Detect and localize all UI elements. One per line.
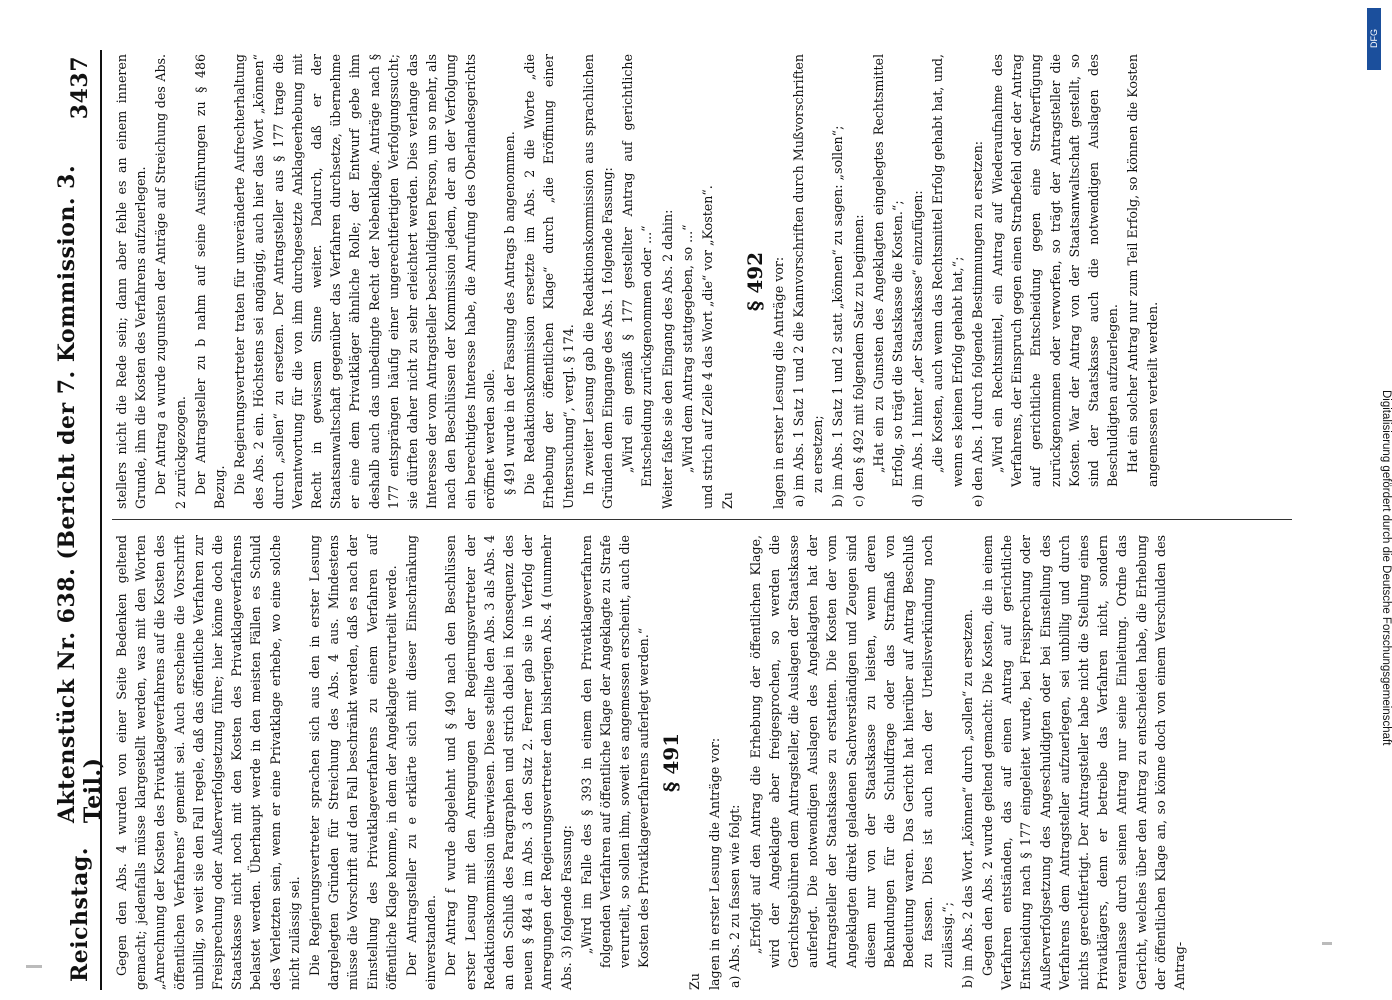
rotated-page-content: [54, 50, 1320, 990]
paragraph: Gegen den Abs. 4 wurden von einer Seite Bedenken geltend gemacht; jedenfalls müsse klargestellt werden, was mit den Worten „Anrechnung der Kosten des Privatklageverfahrens auf die Kosten des öffentlichen Verfahrens“ gemeint sei. Auch erscheine die Vorschrift unbillig, so weit sie den Fall regele, daß das öffentliche Verfahren zur Freisprechung oder Außerverfolgsetzung führe; hier könne doch die Staatskasse nicht noch mit den Kosten des Privatklageverfahrens belastet werden. Überhaupt werde in den meisten Fällen es Schuld des Verletzten sein, wenn er eine Privatklage erhebe, wo eine solche nicht zulässig sei.: [114, 535, 302, 990]
quoted-text: „Wird dem Antrag stattgegeben, so ...“: [679, 224, 695, 473]
paragraph: lagen in erster Lesung die Anträge vor:: [707, 737, 723, 990]
paragraph: Zu: [686, 973, 702, 990]
scan-smudge: [26, 965, 42, 968]
list-item: c) den § 492 mit folgendem Satz zu beginnen:: [850, 214, 866, 507]
text-column-left: [112, 535, 1292, 990]
quoted-text: „Wird ein gemäß § 177 gestellter Antrag auf gerichtliche Entscheidung zurückgenommen oder ...“: [620, 54, 655, 487]
quoted-text: „Erfolgt auf den Antrag die Erhebung der öffentlichen Klage, wird der Angeklagte aber freigesprochen, so werden die Gerichtsgebühren dem Antragsteller, die Auslagen der Staatskasse auferlegt. Die notwendigen Auslagen des Angeklagten hat der Antragsteller der Staatskasse zu erstatten. Die Kosten der vom Angeklagten direkt geladenen Sachverständigen und Zeugen sind diesem nur von der Staatskasse zu leisten, wenn deren Bekundungen für die Schuldfrage oder das Strafmaß von Bedeutung waren. Das Gericht hat hierüber auf Antrag Beschluß zu fassen. Dies ist auch nach der Urteilsverkündung noch zulässig.“;: [747, 535, 955, 968]
quoted-text: „Hat ein zu Gunsten des Angeklagten eingelegtes Rechtsmittel Erfolg, so trägt die Staatskasse die Kosten.“;: [870, 54, 905, 487]
list-item: e) den Abs. 1 durch folgende Bestimmungen zu ersetzen:: [969, 140, 985, 507]
paragraph: Die Redaktionskommission ersetzte im Abs. 2 die Worte „die Erhebung der öffentlichen Klage“ durch „die Eröffnung einer Untersuchung“, vergl. § 174.: [522, 54, 576, 509]
header-left: Reichstag.: [67, 847, 93, 982]
paragraph: In zweiter Lesung gab die Redaktionskommission aus sprachlichen Gründen dem Eingange des Abs. 1 folgende Fassung:: [580, 54, 616, 509]
paragraph: Die Regierungsvertreter traten für unveränderte Aufrechterhaltung des Abs. 2 ein. Höchstens sei angängig, auch hier das Wort „können“ durch „sollen“ zu ersetzen. Der Antragsteller aus § 177 trage die Verantwortung für die von ihm durchgesetzte Anklageerhebung mit Recht in gewissem Sinne weiter. Dadurch, daß er der Staatsanwaltschaft gegenüber das Verfahren durchsetze, übernehme er eine dem Privatkläger ähnliche Rolle; der Entwurf gebe ihm deshalb auch das unbedingte Recht der Nebenklage. Anträge nach § 177 entsprängen häufig einer ungerechtfertigten Verfolgungssucht; sie dürften daher nicht zu sehr erleichtert werden. Dies verlange das Interesse der vom Antragsteller beschuldigten Person, um so mehr, als nach den Beschlüssen der Kommission jedem, der an der Verfolgung ein berechtigtes Interesse habe, die Anrufung des Oberlandesgerichts eröffnet werden solle.: [232, 54, 497, 509]
page-number: 3437: [67, 56, 93, 120]
text-column-right: [112, 54, 1292, 520]
section-heading: § 492: [742, 251, 767, 312]
quoted-text: Hat ein solcher Antrag nur zum Teil Erfolg, so können die Kosten angemessen verteilt werden.: [1125, 54, 1160, 487]
paragraph: Weiter faßte sie den Eingang des Abs. 2 dahin:: [659, 209, 675, 509]
quoted-text: „Wird im Falle des § 393 in einem den Privatklageverfahren folgenden Verfahren auf öffentliche Klage der Angeklagte zu Strafe verurteilt, so sollen ihm, soweit es angemessen erscheint, auch die Kosten des Privatklageverfahrens auferlegt werden.“: [578, 535, 652, 968]
digitization-credit: Digitalisierung gefördert durch die Deutsche Forschungsgemeinschaft: [1380, 390, 1392, 746]
paragraph: § 491 wurde in der Fassung des Antrags b angenommen.: [502, 131, 518, 495]
scan-smudge: [1322, 942, 1332, 945]
list-item: a) im Abs. 1 Satz 1 und 2 die Kannvorschriften durch Mußvorschriften zu ersetzen;: [790, 54, 826, 507]
section-heading: § 491: [658, 732, 683, 793]
list-item: d) im Abs. 1 hinter „der Staatskasse“ einzufügen:: [910, 190, 926, 507]
list-item: a) Abs. 2 zu fassen wie folgt:: [727, 804, 743, 988]
header-title: Aktenstück Nr. 638. (Bericht der 7. Kommission. 3. Teil.): [54, 164, 106, 824]
quoted-text: „die Kosten, auch wenn das Rechtsmittel Erfolg gehabt hat, und, wenn es keinen Erfolg gehabt hat,“;: [930, 54, 965, 487]
quoted-text: „Wird ein Rechtsmittel, ein Antrag auf Wiederaufnahme des Verfahrens, der Einspruch gegen einen Strafbefehl oder der Antrag auf gerichtliche Entscheidung gegen eine Strafverfügung zurückgenommen oder verworfen, so trägt der Antragsteller die Kosten. War der Antrag von der Staatsanwaltschaft gestellt, so sind der Staatskasse auch die notwendigen Auslagen des Beschuldigten aufzuerlegen.: [989, 54, 1121, 487]
paragraph: Der Antrag a wurde zugunsten der Anträge auf Streichung des Abs. 2 zurückgezogen.: [153, 54, 188, 509]
paragraph: Der Antragsteller zu b nahm auf seine Ausführungen zu § 486 Bezug.: [192, 54, 228, 509]
list-item: b) im Abs. 1 Satz 1 und 2 statt „können“ zu sagen: „sollen“;: [830, 125, 846, 507]
paragraph: lagen in erster Lesung die Anträge vor:: [770, 256, 786, 509]
paragraph: Gegen den Abs. 2 wurde geltend gemacht: Die Kosten, die in einem Verfahren entständen, das auf einen Antrag auf gerichtliche Entscheidung nach § 177 eingeleitet wurde, bei Freisprechung oder Außerverfolgsetzung des Angeschuldigten oder bei Einstellung des Verfahrens dem Antragsteller aufzuerlegen, sei unbillig und durch nichts gerechtfertigt. Der Antragsteller habe nicht die Stellung eines Privatklägers, denn er betreibe das Verfahren nicht, sondern veranlasse durch seinen Antrag nur seine Einleitung. Ordne das Gericht, welches über den Antrag zu entscheiden habe, die Erhebung der öffentlichen Klage an, so könne doch von einem Verschulden des Antrag-: [979, 535, 1187, 990]
page-header: [54, 50, 106, 990]
paragraph: Die Regierungsvertreter sprachen sich aus den in erster Lesung dargelegten Gründen für Streichung des Abs. 4 aus. Mindestens müsse die Vorschrift auf den Fall beschränkt werden, daß es nach der Einstellung des Privatklageverfahrens zu einem Verfahren auf öffentliche Klage komme, in dem der Angeklagte verurteilt werde.: [307, 535, 399, 990]
paragraph: und strich auf Zeile 4 das Wort „die“ vor „Kosten“.: [700, 185, 716, 509]
paragraph: Der Antragsteller zu e erklärte sich mit dieser Einschränkung einverstanden.: [404, 535, 439, 990]
paragraph: Der Antrag f wurde abgelehnt und § 490 nach den Beschlüssen erster Lesung mit den Anregungen der Regierungsvertreter der Redaktionskommission überwiesen. Diese stellte den Abs. 3 als Abs. 4 an den Schluß des Paragraphen und strich dabei in Konsequenz des neuen § 484 a im Abs. 3 den Satz 2. Ferner gab sie in Verfolg der Anregungen der Regierungsvertreter dem bisherigen Abs. 4 (nunmehr Abs. 3) folgende Fassung:: [443, 535, 574, 990]
dfg-logo: DFG: [1367, 8, 1381, 70]
paragraph: stellers nicht die Rede sein; dann aber fehle es an einem inneren Grunde, ihm die Kosten des Verfahrens aufzuerlegen.: [114, 54, 149, 509]
list-item: b) im Abs. 2 das Wort „können“ durch „sollen“ zu ersetzen.: [959, 609, 975, 988]
paragraph: Zu: [720, 492, 736, 509]
